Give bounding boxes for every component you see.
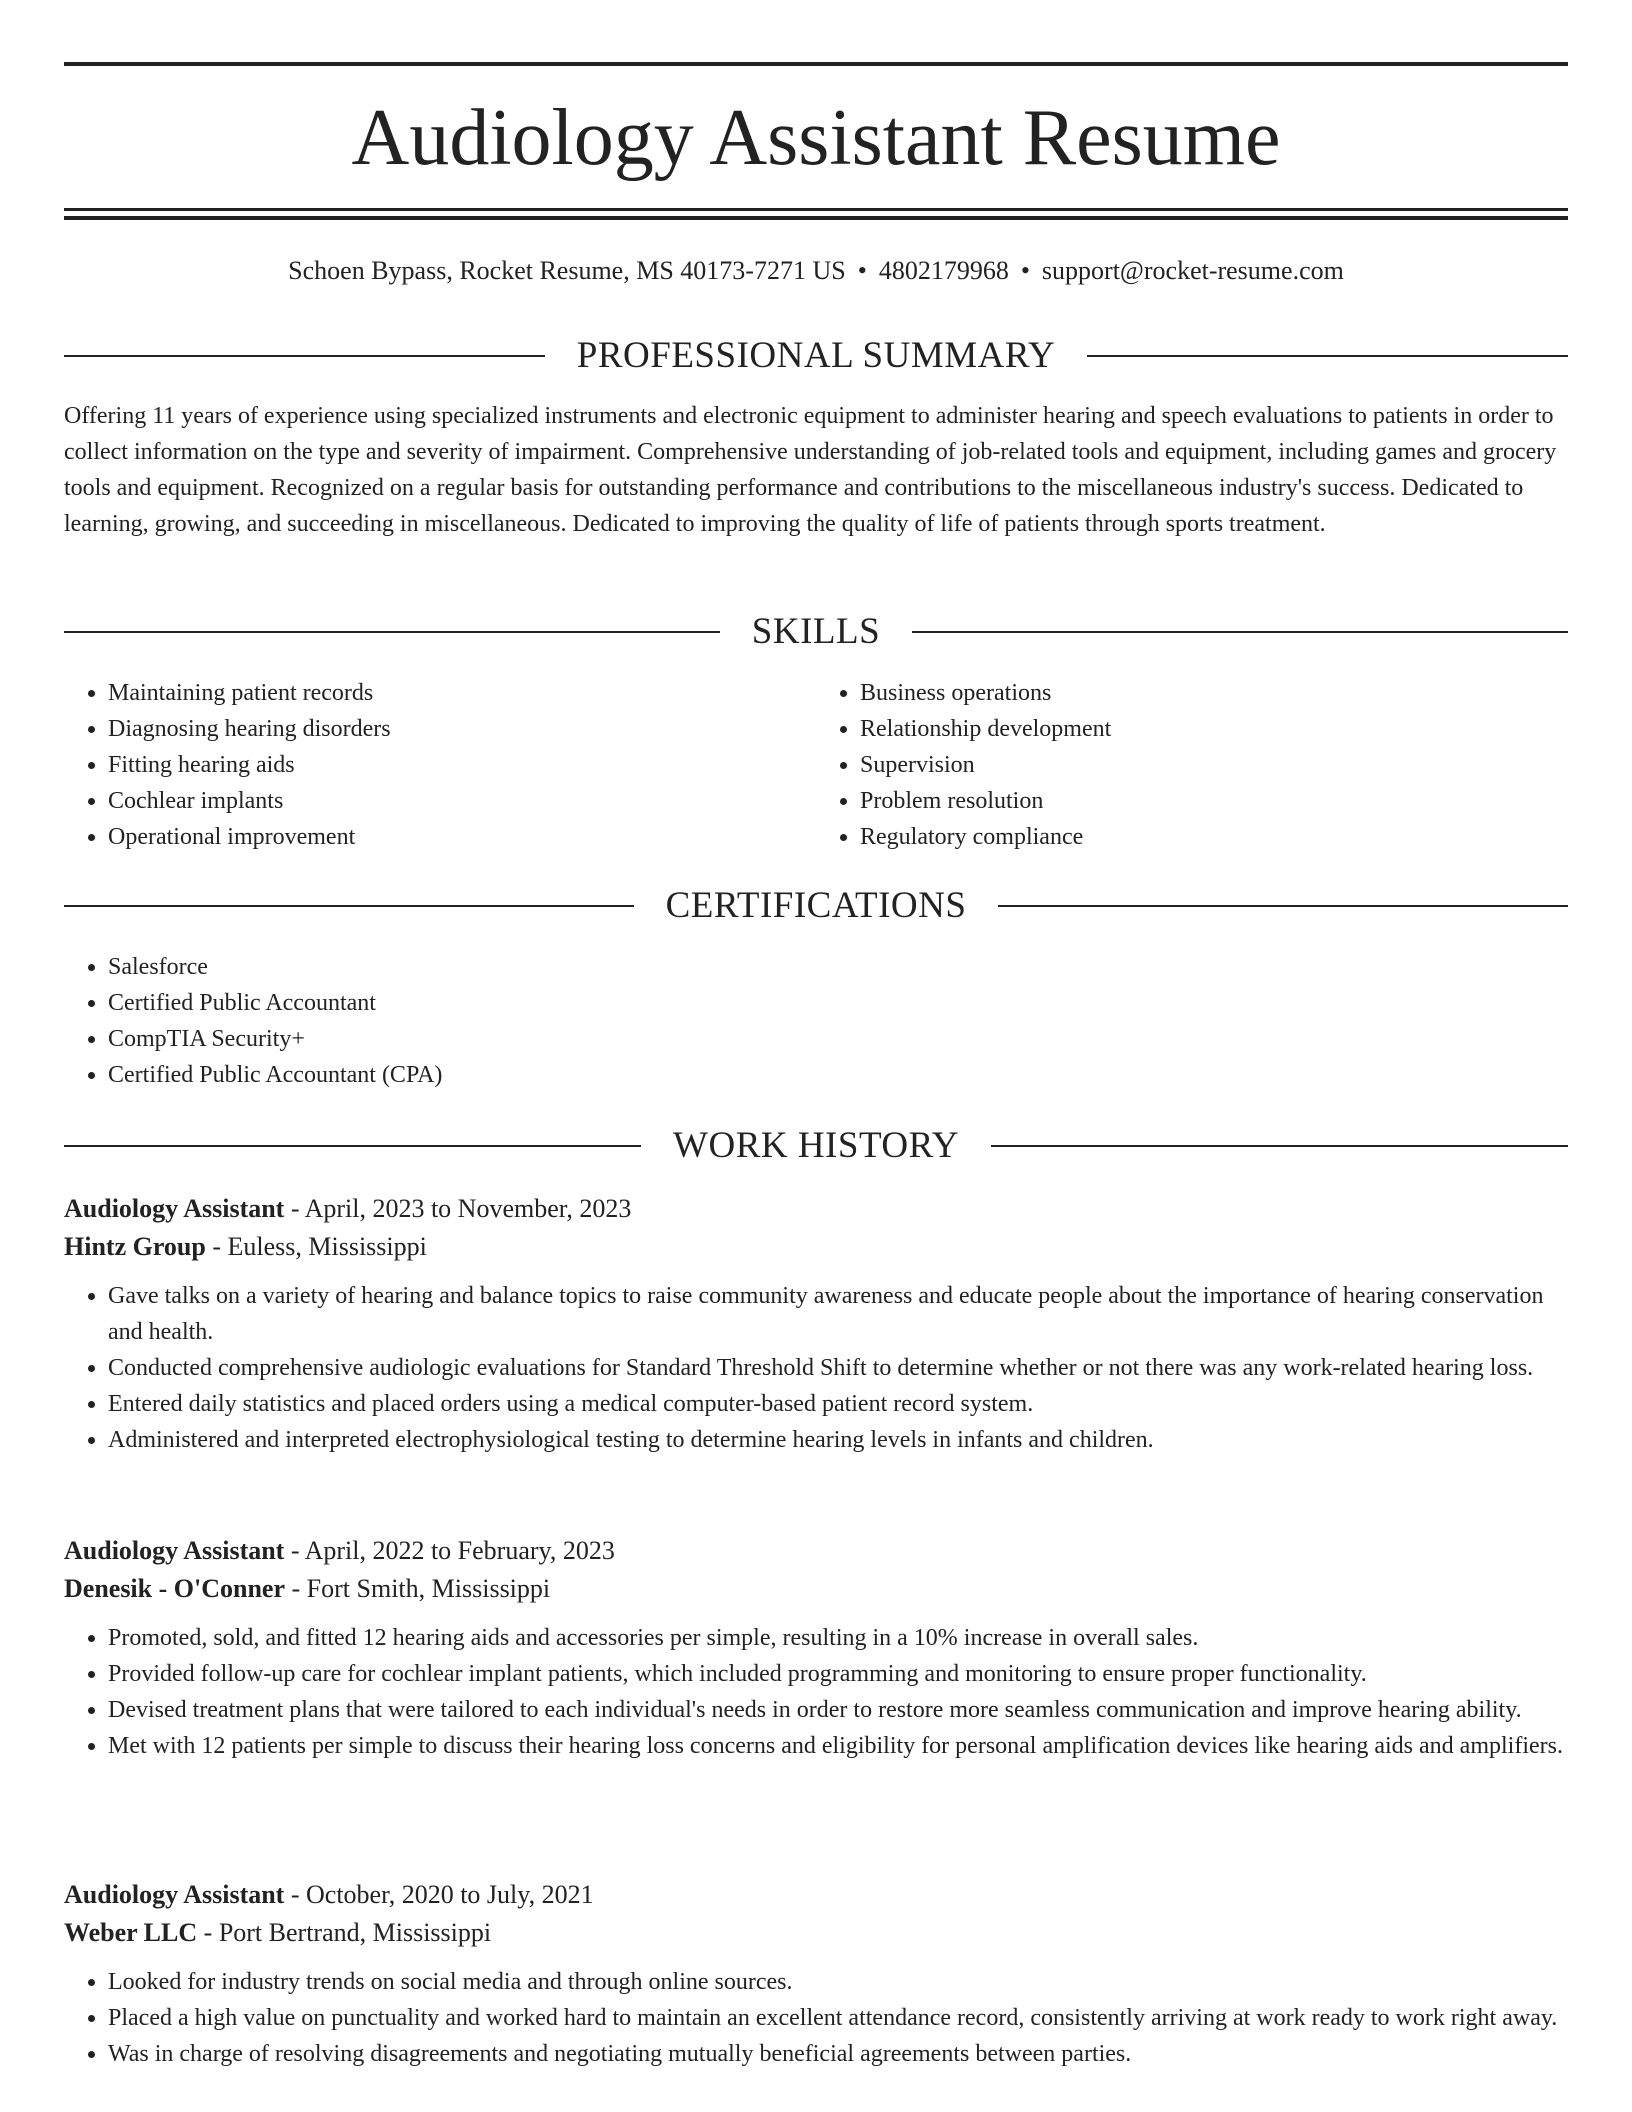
job-company: Weber LLC [64, 1918, 198, 1947]
skills-list [64, 675, 1568, 855]
divider-line [912, 631, 1568, 633]
divider-line [64, 631, 720, 633]
top-rule [64, 62, 1568, 66]
certification-item: • CompTIA Security+ [108, 1021, 1568, 1057]
skill-item: • Cochlear implants [108, 783, 816, 819]
contact-separator: • [857, 256, 867, 285]
job-bullet: • Devised treatment plans that were tailored to each individual's needs in order to restore more seamless communication and improve hearing ability. [108, 1692, 1568, 1728]
certification-item: • Certified Public Accountant (CPA) [108, 1057, 1568, 1093]
certification-item: • Certified Public Accountant [108, 985, 1568, 1021]
divider-line [64, 355, 545, 357]
dash: - [285, 1574, 307, 1603]
skill-item: • Business operations [860, 675, 1568, 711]
job-bullet: • Conducted comprehensive audiologic evaluations for Standard Threshold Shift to determine whether or not there was any work-related hearing loss. [108, 1350, 1568, 1386]
job-title-line [64, 1190, 1568, 1228]
contact-phone: 4802179968 [878, 256, 1009, 285]
job-company-line [64, 1228, 1568, 1266]
summary-text: Offering 11 years of experience using specialized instruments and electronic equipment to administer hearing and speech evaluations to patients in order to collect information on the type and severity of impairment. Comprehensive understanding of job-related tools and equipment, including games and grocery tools and equipment. Recognized on a regular basis for outstanding performance and contributions to the miscellaneous industry's success. Dedicated to learning, growing, and succeeding in miscellaneous. Dedicated to improving the quality of life of patients through sports treatment. [64, 403, 1557, 537]
job-entry [64, 1876, 1568, 2072]
job-title: Audiology Assistant [64, 1194, 285, 1223]
job-company-line [64, 1914, 1568, 1952]
dash: - [284, 1880, 307, 1909]
title-rule-lower [64, 216, 1568, 220]
divider-line [1087, 355, 1568, 357]
divider-line [64, 905, 634, 907]
job-bullet: • Provided follow-up care for cochlear implant patients, which included programming and monitoring to ensure proper functionality. [108, 1656, 1568, 1692]
certification-item: • Salesforce [108, 949, 1568, 985]
skill-item: • Supervision [860, 747, 1568, 783]
page-title: Audiology Assistant Resume [351, 94, 1281, 182]
job-title: Audiology Assistant [64, 1880, 285, 1909]
job-bullet: • Looked for industry trends on social media and through online sources. [108, 1964, 1568, 2000]
job-title-line [64, 1876, 1568, 1914]
job-dates: April, 2023 to November, 2023 [304, 1194, 632, 1223]
job-location: Port Bertrand, Mississippi [218, 1918, 492, 1947]
skill-item: • Relationship development [860, 711, 1568, 747]
certifications-heading-row [64, 884, 1568, 928]
contact-line [64, 254, 1568, 288]
summary-heading: PROFESSIONAL SUMMARY [576, 335, 1056, 376]
job-location: Fort Smith, Mississippi [306, 1574, 551, 1603]
dash: - [284, 1194, 305, 1223]
job-entry [64, 1190, 1568, 1458]
divider-line [998, 905, 1568, 907]
dash: - [205, 1232, 228, 1261]
dash: - [284, 1536, 305, 1565]
contact-email: support@rocket-resume.com [1041, 256, 1344, 285]
job-title: Audiology Assistant [64, 1536, 285, 1565]
job-company: Hintz Group [64, 1232, 206, 1261]
divider-line [991, 1145, 1568, 1147]
job-bullet: • Promoted, sold, and fitted 12 hearing aids and accessories per simple, resulting in a 10% increase in overall sales. [108, 1620, 1568, 1656]
skill-item: • Fitting hearing aids [108, 747, 816, 783]
certifications-list [64, 949, 1568, 1093]
skills-heading: SKILLS [751, 611, 881, 652]
skill-item: • Maintaining patient records [108, 675, 816, 711]
contact-separator: • [1020, 256, 1030, 285]
contact-address: Schoen Bypass, Rocket Resume, MS 40173-7271 US [288, 256, 846, 285]
skills-heading-row [64, 610, 1568, 654]
job-dates: October, 2020 to July, 2021 [306, 1880, 594, 1909]
skills-column-right [816, 675, 1568, 855]
job-dates: April, 2022 to February, 2023 [304, 1536, 615, 1565]
job-company: Denesik - O'Conner [64, 1574, 285, 1603]
job-title-line [64, 1532, 1568, 1570]
job-location: Euless, Mississippi [227, 1232, 427, 1261]
skill-item: • Operational improvement [108, 819, 816, 855]
dash: - [197, 1918, 219, 1947]
job-company-line [64, 1570, 1568, 1608]
job-bullet: • Placed a high value on punctuality and worked hard to maintain an excellent attendance record, consistently arriving at work ready to work right away. [108, 2000, 1568, 2036]
skills-column-left [64, 675, 816, 855]
divider-line [64, 1145, 641, 1147]
job-bullet: • Met with 12 patients per simple to discuss their hearing loss concerns and eligibility for personal amplification devices like hearing aids and amplifiers. [108, 1728, 1568, 1764]
summary-heading-row [64, 334, 1568, 378]
skill-item: • Diagnosing hearing disorders [108, 711, 816, 747]
skill-item: • Problem resolution [860, 783, 1568, 819]
job-bullets [64, 1620, 1568, 1764]
job-bullet: • Was in charge of resolving disagreements and negotiating mutually beneficial agreements between parties. [108, 2036, 1568, 2072]
job-bullet: • Entered daily statistics and placed orders using a medical computer-based patient record system. [108, 1386, 1568, 1422]
work-heading-row [64, 1124, 1568, 1168]
job-bullets [64, 1964, 1568, 2072]
certifications-heading: CERTIFICATIONS [665, 885, 967, 926]
job-entry [64, 1532, 1568, 1764]
job-bullet: • Administered and interpreted electrophysiological testing to determine hearing levels in infants and children. [108, 1422, 1568, 1458]
job-bullets [64, 1278, 1568, 1458]
work-heading: WORK HISTORY [673, 1125, 959, 1166]
title-rule-upper [64, 208, 1568, 211]
job-bullet: • Gave talks on a variety of hearing and balance topics to raise community awareness and educate people about the importance of hearing conservation and health. [108, 1278, 1568, 1350]
skill-item: • Regulatory compliance [860, 819, 1568, 855]
